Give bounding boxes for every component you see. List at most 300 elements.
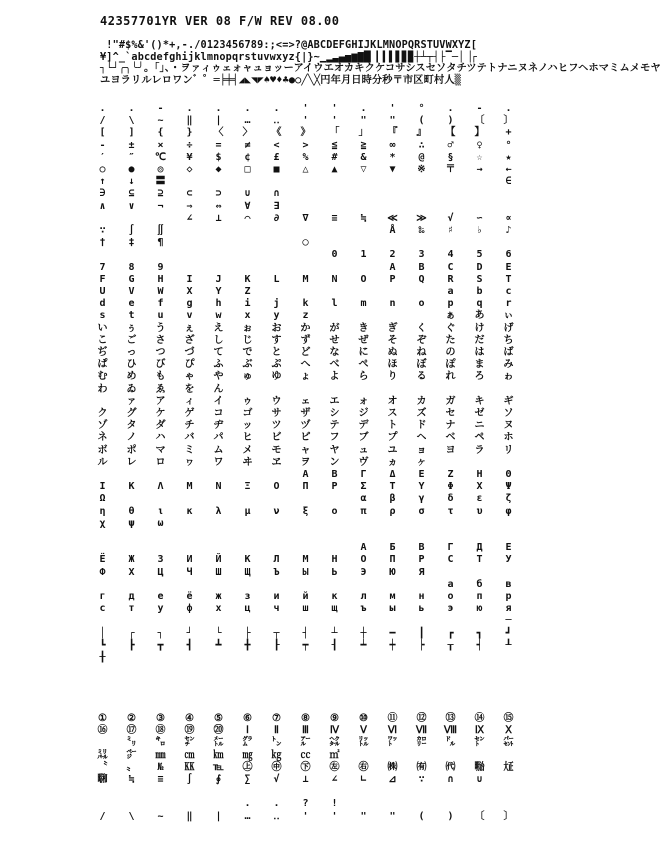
grid-character: ㍉ bbox=[126, 737, 137, 749]
grid-row bbox=[88, 298, 528, 310]
grid-row bbox=[88, 237, 528, 249]
grid-character: ュ bbox=[358, 444, 369, 456]
grid-character: m bbox=[360, 298, 367, 310]
grid-character: な bbox=[329, 347, 340, 358]
grid-character: へ bbox=[300, 359, 311, 371]
grid-character: バ bbox=[184, 432, 195, 444]
grid-character: ㍑ bbox=[358, 737, 369, 749]
grid-character: - bbox=[157, 103, 164, 114]
grid-row bbox=[88, 737, 528, 749]
grid-character: ゥ bbox=[242, 395, 253, 407]
grid-character: Ο bbox=[273, 481, 280, 493]
grid-character: е bbox=[157, 591, 164, 602]
grid-character: О bbox=[360, 554, 367, 566]
grid-character: げ bbox=[503, 322, 514, 334]
grid-character: ゃ bbox=[184, 371, 195, 383]
grid-character: κ bbox=[186, 505, 193, 517]
grid-character: o bbox=[418, 298, 425, 310]
grid-character: ℡ bbox=[213, 761, 224, 773]
grid-character: ツ bbox=[271, 420, 282, 432]
grid-character: ⇒ bbox=[186, 200, 193, 212]
grid-character: Ⅳ bbox=[329, 725, 340, 737]
grid-character: Г bbox=[447, 542, 454, 554]
grid-character: Ν bbox=[215, 481, 222, 493]
grid-character: ‖ bbox=[186, 810, 193, 822]
grid-character: l bbox=[331, 298, 338, 310]
grid-character: . bbox=[186, 103, 193, 114]
grid-character: ヵ bbox=[387, 456, 398, 468]
grid-character: ⇔ bbox=[215, 200, 222, 212]
grid-character: 『 bbox=[387, 127, 398, 139]
grid-character: д bbox=[128, 591, 135, 602]
grid-character: ¥ bbox=[186, 151, 193, 163]
ascii-line: ┐└┘╭╮╰╯。「」、・ヲァィゥェォャュョッーアイウエオカキクケコサシスセソタチツテトナニヌネノハヒフヘホマミムメモヤ bbox=[100, 63, 661, 74]
grid-character: ィ bbox=[184, 395, 195, 407]
grid-character: ┐ bbox=[157, 627, 164, 639]
grid-row bbox=[88, 713, 528, 725]
grid-character: ∀ bbox=[244, 200, 251, 212]
grid-character: ∝ bbox=[505, 212, 512, 224]
grid-character: ┬ bbox=[273, 627, 280, 639]
grid-character: θ bbox=[128, 505, 135, 517]
grid-character: ├ bbox=[244, 627, 251, 639]
grid-character: Ж bbox=[128, 554, 135, 566]
grid-character: パ bbox=[213, 432, 224, 444]
grid-character: └ bbox=[215, 627, 222, 639]
grid-character: ㊨ bbox=[358, 761, 369, 773]
grid-character: Δ bbox=[389, 469, 396, 480]
grid-character: ∵ bbox=[418, 774, 425, 785]
grid-row bbox=[88, 201, 528, 213]
grid-character: х bbox=[215, 603, 222, 615]
grid-character: ∠ bbox=[331, 774, 338, 785]
grid-character: S bbox=[476, 273, 483, 285]
grid-character: U bbox=[99, 286, 106, 297]
grid-character: # bbox=[331, 151, 338, 163]
grid-character: ㎜ bbox=[155, 749, 166, 761]
grid-character: ⑱ bbox=[155, 725, 166, 737]
grid-character: ゼ bbox=[474, 408, 485, 419]
grid-row bbox=[88, 518, 528, 530]
grid-character: ソ bbox=[503, 408, 514, 419]
grid-character: Х bbox=[128, 566, 135, 578]
grid-row bbox=[88, 469, 528, 481]
grid-character: C bbox=[447, 261, 454, 273]
grid-character: ぺ bbox=[358, 359, 369, 371]
grid-character: ┓ bbox=[476, 627, 483, 639]
grid-character: ┏ bbox=[447, 627, 454, 639]
grid-character: ⑧ bbox=[301, 713, 310, 724]
grid-character: ─ bbox=[505, 615, 512, 627]
grid-character: ㎝ bbox=[184, 749, 195, 761]
grid-character: ┼ bbox=[360, 627, 367, 639]
grid-character: ヘ bbox=[416, 432, 427, 444]
grid-character: ≧ bbox=[360, 139, 367, 151]
grid-character: 「 bbox=[329, 127, 340, 139]
grid-character: Ё bbox=[99, 554, 106, 566]
grid-character: ト bbox=[387, 420, 398, 432]
grid-row bbox=[88, 432, 528, 444]
grid-character: ← bbox=[505, 164, 512, 175]
grid-character: ⑭ bbox=[474, 713, 485, 724]
grid-character: ♭ bbox=[476, 225, 483, 236]
grid-character: ぬ bbox=[387, 347, 398, 358]
grid-character: ╋ bbox=[244, 639, 251, 651]
grid-character: и bbox=[273, 591, 280, 602]
grid-character: Ξ bbox=[244, 481, 251, 493]
grid-character: М bbox=[302, 554, 309, 566]
grid-character: ゑ bbox=[155, 383, 166, 395]
grid-character: Y bbox=[215, 286, 222, 297]
grid-character: 7 bbox=[99, 261, 106, 273]
grid-row bbox=[88, 493, 528, 505]
grid-character: Α bbox=[302, 469, 309, 480]
grid-row bbox=[88, 213, 528, 225]
grid-character: ≡ bbox=[157, 774, 164, 785]
grid-character: ら bbox=[358, 371, 369, 383]
grid-character: ス bbox=[387, 408, 398, 419]
grid-character: q bbox=[476, 298, 483, 310]
grid-character: " bbox=[360, 115, 367, 127]
grid-character: ズ bbox=[416, 408, 427, 419]
grid-character: + bbox=[505, 127, 512, 139]
grid-character: リ bbox=[503, 444, 514, 456]
grid-row bbox=[88, 323, 528, 335]
ascii-character-block bbox=[100, 40, 661, 86]
grid-character: ペ bbox=[474, 432, 485, 444]
grid-character: ∪ bbox=[476, 774, 483, 785]
grid-character: ゆ bbox=[271, 371, 282, 383]
grid-character: ⊥ bbox=[215, 212, 222, 224]
grid-character: ζ bbox=[505, 493, 512, 505]
grid-character: α bbox=[360, 493, 367, 505]
grid-character: ∪ bbox=[244, 188, 251, 200]
grid-character: ㍊ bbox=[97, 749, 108, 761]
grid-row bbox=[88, 725, 528, 737]
grid-character: ι bbox=[157, 505, 164, 517]
grid-character: ‥ bbox=[273, 810, 280, 822]
grid-character: ぐ bbox=[445, 322, 456, 334]
grid-character: ∇ bbox=[302, 212, 309, 224]
grid-row bbox=[88, 420, 528, 432]
grid-character: . bbox=[447, 103, 454, 114]
grid-character: 〝 bbox=[97, 761, 108, 773]
grid-character: か bbox=[300, 322, 311, 334]
grid-character: ± bbox=[128, 139, 135, 151]
grid-character: 2 bbox=[389, 249, 396, 261]
grid-character: ㈹ bbox=[445, 761, 456, 773]
grid-character: ┷ bbox=[360, 639, 367, 651]
grid-character: Π bbox=[302, 481, 309, 493]
grid-character: ~ bbox=[157, 810, 164, 822]
grid-character: D bbox=[476, 261, 483, 273]
grid-character: ㍗ bbox=[387, 737, 398, 749]
grid-character: щ bbox=[331, 603, 338, 615]
grid-character: ★ bbox=[505, 151, 512, 163]
grid-character: ( bbox=[418, 810, 425, 822]
grid-character: Ψ bbox=[505, 481, 512, 493]
grid-character: ⑨ bbox=[330, 713, 339, 724]
grid-character: ㌢ bbox=[184, 737, 195, 749]
grid-character: ぢ bbox=[97, 347, 108, 358]
grid-character: R bbox=[447, 273, 454, 285]
grid-character: イ bbox=[213, 395, 224, 407]
grid-character: ″ bbox=[128, 151, 135, 163]
grid-character: ≠ bbox=[244, 139, 251, 151]
grid-character: Ε bbox=[418, 469, 425, 480]
grid-character: H bbox=[157, 273, 164, 285]
grid-character: . bbox=[505, 103, 512, 114]
grid-character: り bbox=[387, 371, 398, 383]
grid-character: ~ bbox=[157, 115, 164, 127]
grid-character: ㊤ bbox=[242, 761, 253, 773]
grid-character: ◎ bbox=[157, 164, 164, 175]
grid-character: ゅ bbox=[242, 371, 253, 383]
grid-character: × bbox=[157, 139, 164, 151]
grid-character: ⑲ bbox=[184, 725, 195, 737]
grid-character: ヮ bbox=[184, 456, 195, 468]
grid-character: X bbox=[186, 286, 193, 297]
grid-character: ㎎ bbox=[242, 749, 253, 761]
grid-character: べ bbox=[329, 359, 340, 371]
grid-character: 】 bbox=[474, 127, 485, 139]
grid-row bbox=[88, 652, 528, 664]
grid-character: g bbox=[186, 298, 193, 310]
grid-character: ⌒ bbox=[244, 212, 251, 224]
grid-character: Т bbox=[476, 554, 483, 566]
grid-character: Д bbox=[476, 542, 483, 554]
grid-row bbox=[88, 371, 528, 383]
grid-character: モ bbox=[271, 444, 282, 456]
grid-row bbox=[88, 408, 528, 420]
grid-character: ホ bbox=[503, 432, 514, 444]
grid-character: к bbox=[331, 591, 338, 602]
grid-character: ハ bbox=[155, 432, 166, 444]
grid-character: { bbox=[157, 127, 164, 139]
grid-character: У bbox=[505, 554, 512, 566]
grid-character: υ bbox=[476, 505, 483, 517]
grid-character: Θ bbox=[505, 469, 512, 480]
grid-character: め bbox=[126, 371, 137, 383]
grid-character: ㌃ bbox=[300, 737, 311, 749]
grid-character: - bbox=[476, 103, 483, 114]
grid-character: [ bbox=[99, 127, 106, 139]
grid-row bbox=[88, 249, 528, 261]
grid-character: ぱ bbox=[97, 359, 108, 371]
grid-row bbox=[88, 567, 528, 579]
grid-character: Ζ bbox=[447, 469, 454, 480]
grid-character: や bbox=[213, 371, 224, 383]
grid-character: ザ bbox=[300, 408, 311, 419]
grid-character: ( bbox=[418, 115, 425, 127]
grid-character: ニ bbox=[474, 420, 485, 432]
grid-row bbox=[88, 164, 528, 176]
grid-character: ㌶ bbox=[329, 737, 340, 749]
grid-character: ∂ bbox=[273, 212, 280, 224]
grid-character: ざ bbox=[184, 334, 195, 346]
grid-character: ③ bbox=[156, 713, 165, 724]
grid-character: Β bbox=[331, 469, 338, 480]
grid-character: ≪ bbox=[387, 212, 398, 224]
grid-character: ∮ bbox=[215, 774, 222, 785]
grid-row bbox=[88, 481, 528, 493]
grid-character: ア bbox=[155, 395, 166, 407]
grid-character: あ bbox=[474, 310, 485, 322]
grid-character: ゾ bbox=[97, 420, 108, 432]
grid-character: Л bbox=[273, 554, 280, 566]
grid-character: え bbox=[213, 322, 224, 334]
grid-character: こ bbox=[97, 334, 108, 346]
grid-character: ぉ bbox=[242, 322, 253, 334]
grid-character: チ bbox=[184, 420, 195, 432]
grid-character: ㍼ bbox=[97, 774, 108, 785]
grid-character: ○ bbox=[99, 164, 106, 175]
grid-character: O bbox=[360, 273, 367, 285]
grid-character: ≫ bbox=[416, 212, 427, 224]
grid-character: @ bbox=[418, 151, 425, 163]
grid-character: ① bbox=[98, 713, 107, 724]
grid-character: I bbox=[186, 273, 193, 285]
grid-character: ネ bbox=[97, 432, 108, 444]
grid-character: ↓ bbox=[128, 176, 135, 188]
grid-character: а bbox=[447, 578, 454, 590]
grid-row bbox=[88, 262, 528, 274]
grid-character: 〕 bbox=[503, 810, 514, 822]
grid-character: ド bbox=[416, 420, 427, 432]
grid-row bbox=[88, 310, 528, 322]
grid-character: ⊆ bbox=[128, 188, 135, 200]
grid-character: ⑬ bbox=[445, 713, 456, 724]
grid-character: タ bbox=[126, 420, 137, 432]
grid-character: ∫ bbox=[128, 225, 135, 236]
grid-character: Η bbox=[476, 469, 483, 480]
grid-character: Χ bbox=[476, 481, 483, 493]
grid-character: い bbox=[97, 322, 108, 334]
grid-character: & bbox=[360, 151, 367, 163]
grid-character: ' bbox=[331, 103, 338, 114]
grid-row bbox=[88, 774, 528, 786]
grid-character: づ bbox=[184, 347, 195, 358]
grid-character: ッ bbox=[242, 420, 253, 432]
grid-character: K bbox=[244, 273, 251, 285]
grid-character: ? bbox=[302, 798, 309, 810]
grid-character: ┿ bbox=[389, 639, 396, 651]
grid-character: び bbox=[155, 359, 166, 371]
grid-character: F bbox=[99, 273, 106, 285]
grid-character: ≒ bbox=[360, 212, 367, 224]
grid-character: ' bbox=[331, 115, 338, 127]
grid-row bbox=[88, 445, 528, 457]
grid-character: ≒ bbox=[128, 774, 135, 785]
grid-character: ぎ bbox=[387, 322, 398, 334]
grid-character: ' bbox=[302, 103, 309, 114]
grid-character: З bbox=[157, 554, 164, 566]
grid-character: ‖ bbox=[186, 115, 193, 127]
grid-character: し bbox=[213, 334, 224, 346]
grid-character: プ bbox=[387, 432, 398, 444]
grid-character: ┫ bbox=[186, 639, 193, 651]
grid-character: p bbox=[447, 298, 454, 310]
grid-character: フ bbox=[329, 432, 340, 444]
grid-row bbox=[88, 286, 528, 298]
grid-character: Ⅹ bbox=[505, 725, 512, 737]
grid-character: ♪ bbox=[505, 225, 512, 236]
grid-character: ┨ bbox=[331, 639, 338, 651]
grid-row bbox=[88, 103, 528, 115]
ascii-line: ユヨラリルレロワン゛゜═╞╪╡◢◣◥◤♠♥♦♣●○╱╲╳円年月日時分秒〒市区町村人▒ bbox=[100, 74, 461, 86]
grid-character: ∃ bbox=[273, 200, 280, 212]
grid-character: ぶ bbox=[242, 359, 253, 371]
grid-character: ÷ bbox=[186, 139, 193, 151]
grid-character: ④ bbox=[185, 713, 194, 724]
grid-character: て bbox=[213, 347, 224, 358]
ascii-line: ¥]^_`abcdefghijklmnopqrstuvwxyz{|}~▁▂▃▄▅▆▇█▏▎▍▌▋▊▉┼┴┬┤├▔─│▕┌ bbox=[100, 51, 478, 63]
grid-character: ∩ bbox=[273, 188, 280, 200]
grid-character: Ⅶ bbox=[415, 725, 428, 737]
grid-character: … bbox=[244, 115, 251, 127]
grid-character: ま bbox=[474, 359, 485, 371]
grid-character: ほ bbox=[387, 359, 398, 371]
grid-character: オ bbox=[387, 395, 398, 407]
grid-character: с bbox=[99, 603, 106, 615]
grid-character: W bbox=[157, 286, 164, 297]
grid-character: = bbox=[215, 139, 222, 151]
grid-character: у bbox=[157, 603, 164, 615]
grid-character: っ bbox=[126, 347, 137, 358]
grid-character: ' bbox=[302, 115, 309, 127]
grid-row bbox=[88, 603, 528, 615]
grid-character: ラ bbox=[474, 444, 485, 456]
grid-character: ┃ bbox=[418, 627, 425, 639]
grid-character: d bbox=[99, 298, 106, 310]
grid-character: ¬ bbox=[157, 200, 164, 212]
grid-row bbox=[88, 396, 528, 408]
grid-character: ┥ bbox=[476, 639, 483, 651]
grid-character: . bbox=[360, 103, 367, 114]
grid-character: ο bbox=[331, 505, 338, 517]
grid-character: M bbox=[302, 273, 309, 285]
grid-character: 《 bbox=[271, 127, 282, 139]
grid-character: А bbox=[360, 542, 367, 554]
grid-character: - bbox=[99, 139, 106, 151]
grid-character: ‥ bbox=[273, 115, 280, 127]
grid-character: з bbox=[244, 591, 251, 602]
grid-character: ) bbox=[447, 115, 454, 127]
grid-character: す bbox=[271, 334, 282, 346]
grid-character: ゴ bbox=[242, 408, 253, 419]
grid-character: ё bbox=[186, 591, 193, 602]
grid-character: を bbox=[184, 383, 195, 395]
grid-character: ウ bbox=[271, 395, 282, 407]
grid-character: Ω bbox=[99, 493, 106, 505]
grid-character: f bbox=[157, 298, 164, 310]
grid-character: Щ bbox=[244, 566, 251, 578]
grid-character: Κ bbox=[128, 481, 135, 493]
grid-character: | bbox=[215, 115, 222, 127]
grid-character: メ bbox=[242, 444, 253, 456]
grid-character: ヨ bbox=[445, 444, 456, 456]
grid-character: の bbox=[445, 347, 456, 358]
grid-character: ヰ bbox=[242, 456, 253, 468]
grid-character: 〓 bbox=[155, 176, 166, 188]
grid-character: ▲ bbox=[331, 164, 338, 175]
grid-character: $ bbox=[215, 151, 222, 163]
grid-character: シ bbox=[329, 408, 340, 419]
grid-character: Е bbox=[505, 542, 512, 554]
grid-character: λ bbox=[215, 505, 222, 517]
grid-character: Q bbox=[418, 273, 425, 285]
grid-character: 》 bbox=[300, 127, 311, 139]
